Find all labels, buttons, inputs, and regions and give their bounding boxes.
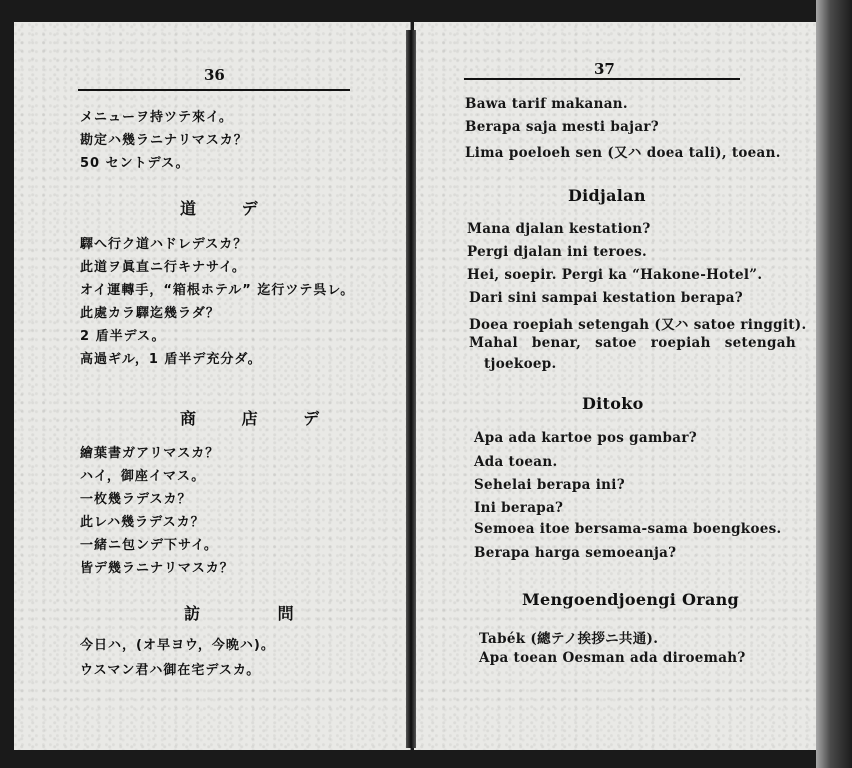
section-heading-orang: Mengoendjoengi Orang (522, 590, 740, 609)
right-line: Lima poeloeh sen (又ハ doea tali), toean. (465, 145, 781, 161)
section-heading-shop: 商 店 デ (180, 409, 340, 428)
left-line: 驛へ行ク道ハドレデスカ？ (80, 237, 248, 252)
left-line: 50 セントデス。 (80, 156, 190, 171)
left-header-rule (78, 89, 350, 91)
right-line: Mana djalan kestation? (467, 221, 651, 237)
right-line: Mahal benar, satoe roepiah setengah (469, 335, 796, 351)
section-heading-visit: 訪 問 (184, 604, 330, 623)
left-line: 2 盾半デス。 (80, 329, 166, 344)
right-line: Apa ada kartoe pos gambar? (474, 430, 697, 446)
left-line: 今日ハ，(オ早ヨウ，今晩ハ)。 (80, 638, 275, 653)
right-line: Pergi djalan ini teroes. (467, 244, 648, 260)
right-line: Doea roepiah setengah (又ハ satoe ringgit). (469, 317, 807, 333)
left-line: オイ運轉手，“箱根ホテル” 迄行ツテ呉レ。 (80, 283, 355, 298)
left-line: 勘定ハ幾ラニナリマスカ？ (80, 133, 248, 148)
left-line: 此道ヲ眞直ニ行キナサイ。 (80, 260, 246, 275)
left-line: メニューヲ持ツテ來イ。 (80, 110, 233, 125)
left-line: 此レハ幾ラデスカ？ (80, 515, 205, 530)
right-line: Apa toean Oesman ada diroemah? (479, 650, 746, 666)
left-page-number: 36 (204, 66, 225, 84)
section-heading-didjalan: Didjalan (568, 186, 646, 205)
book-spine (406, 30, 416, 748)
page-edge-shadow (816, 0, 852, 768)
right-line: Bawa tarif makanan. (465, 96, 628, 112)
section-heading-road: 道 デ (180, 199, 278, 218)
left-line: ウスマン君ハ御在宅デスカ。 (80, 663, 261, 678)
left-line: 繪葉書ガアリマスカ？ (80, 446, 220, 461)
right-line: Hei, soepir. Pergi ka “Hakone-Hotel”. (467, 267, 763, 283)
right-line: Sehelai berapa ini? (474, 477, 625, 493)
right-line: Dari sini sampai kestation berapa? (469, 290, 744, 306)
left-line: 高過ギル，1 盾半デ充分ダ。 (80, 352, 262, 367)
right-line: Ini berapa? (474, 500, 564, 516)
left-line: 皆デ幾ラニナリマスカ？ (80, 561, 234, 576)
right-line: Berapa harga semoeanja? (474, 545, 677, 561)
left-line: 一枚幾ラデスカ？ (80, 492, 192, 507)
right-line: Tabék (總テノ挨拶ニ共通). (479, 631, 659, 647)
left-line: 此處カラ驛迄幾ラダ？ (80, 306, 220, 321)
section-heading-ditoko: Ditoko (582, 394, 644, 413)
right-line: Semoea itoe bersama-sama boengkoes. (474, 521, 782, 537)
right-line: Ada toean. (474, 454, 558, 470)
left-line: 一緒ニ包ンデ下サイ。 (80, 538, 218, 553)
right-page-number: 37 (594, 60, 615, 78)
right-line: Berapa saja mesti bajar? (465, 119, 660, 135)
left-line: ハイ，御座イマス。 (80, 469, 206, 484)
right-header-rule (464, 78, 740, 80)
right-line: tjoekoep. (484, 356, 557, 372)
